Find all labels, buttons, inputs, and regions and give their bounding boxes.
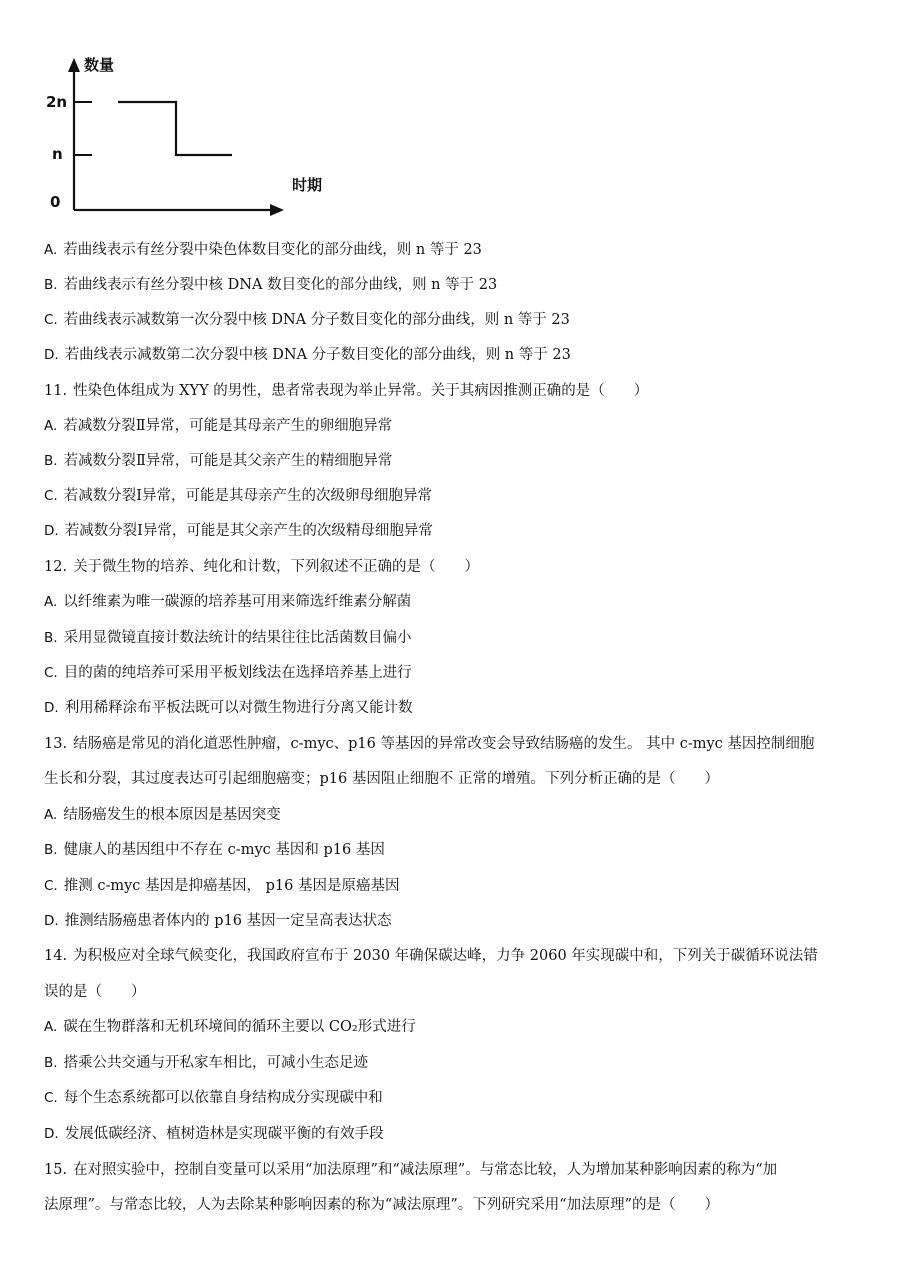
line-text: 搭乘公共交通与开私家车相比，可减小生态足迹 bbox=[63, 1055, 369, 1071]
question-number: 15. bbox=[44, 1162, 68, 1178]
answer-option bbox=[44, 521, 880, 541]
line-text: 结肠癌是常见的消化道恶性肿瘤，c-myc、p16 等基因的异常改变会导致结肠癌的发生。 其中 c-myc 基因控制细胞 bbox=[73, 736, 815, 752]
answer-option bbox=[44, 876, 880, 896]
origin-label: 0 bbox=[50, 193, 61, 211]
answer-option bbox=[44, 805, 880, 825]
line-text: 若减数分裂Ⅱ异常，可能是其父亲产生的精细胞异常 bbox=[63, 453, 393, 469]
x-axis-label: 时期 bbox=[292, 176, 323, 194]
option-letter: D. bbox=[44, 523, 59, 539]
y-axis-arrow bbox=[68, 58, 80, 72]
line-text: 若减数分裂Ⅱ异常，可能是其母亲产生的卵细胞异常 bbox=[63, 418, 393, 434]
line-text: 误的是（ ） bbox=[44, 984, 146, 1000]
question-number: 12. bbox=[44, 559, 68, 575]
line-text: 推测 c-myc 基因是抑癌基因， p16 基因是原癌基因 bbox=[63, 878, 400, 894]
answer-option bbox=[44, 345, 880, 365]
answer-option bbox=[44, 1088, 880, 1108]
question-stem-continued bbox=[44, 769, 880, 789]
y-axis-label: 数量 bbox=[84, 56, 115, 74]
question-number: 14. bbox=[44, 948, 68, 964]
option-letter: C. bbox=[44, 1090, 58, 1106]
line-text: 发展低碳经济、植树造林是实现碳平衡的有效手段 bbox=[64, 1126, 384, 1142]
line-text: 健康人的基因组中不存在 c-myc 基因和 p16 基因 bbox=[63, 842, 385, 858]
option-letter: D. bbox=[44, 1126, 59, 1142]
option-letter: A. bbox=[44, 418, 58, 434]
question-stem-continued bbox=[44, 1195, 880, 1215]
step-graph bbox=[40, 52, 340, 222]
answer-option bbox=[44, 592, 880, 612]
option-letter: A. bbox=[44, 1019, 58, 1035]
option-letter: C. bbox=[44, 878, 58, 894]
answer-option bbox=[44, 911, 880, 931]
option-letter: C. bbox=[44, 488, 58, 504]
option-letter: D. bbox=[44, 913, 59, 929]
line-text: 在对照实验中，控制自变量可以采用“加法原理”和“减法原理”。与常态比较，人为增加某种影响因素的称为“加 bbox=[73, 1162, 778, 1178]
question-stem bbox=[44, 381, 880, 401]
line-text: 若曲线表示有丝分裂中染色体数目变化的部分曲线，则 n 等于 23 bbox=[63, 242, 482, 258]
option-letter: B. bbox=[44, 453, 58, 469]
line-text: 结肠癌发生的根本原因是基因突变 bbox=[63, 807, 281, 823]
question-number: 13. bbox=[44, 736, 68, 752]
option-letter: C. bbox=[44, 665, 58, 681]
answer-option bbox=[44, 451, 880, 471]
option-letter: B. bbox=[44, 630, 58, 646]
option-letter: C. bbox=[44, 312, 58, 328]
question-stem-continued bbox=[44, 982, 880, 1002]
line-text: 若曲线表示有丝分裂中核 DNA 数目变化的部分曲线，则 n 等于 23 bbox=[63, 277, 498, 293]
question-stem bbox=[44, 1160, 880, 1180]
option-letter: A. bbox=[44, 242, 58, 258]
option-letter: A. bbox=[44, 807, 58, 823]
answer-option bbox=[44, 240, 880, 260]
line-text: 目的菌的纯培养可采用平板划线法在选择培养基上进行 bbox=[63, 665, 412, 681]
line-text: 关于微生物的培养、纯化和计数，下列叙述不正确的是（ ） bbox=[73, 559, 480, 575]
line-text: 采用显微镜直接计数法统计的结果往往比活菌数目偏小 bbox=[63, 630, 412, 646]
answer-option bbox=[44, 840, 880, 860]
line-text: 以纤维素为唯一碳源的培养基可用来筛选纤维素分解菌 bbox=[63, 594, 412, 610]
line-text: 若曲线表示减数第一次分裂中核 DNA 分子数目变化的部分曲线，则 n 等于 23 bbox=[63, 312, 570, 328]
line-text: 生长和分裂，其过度表达可引起细胞癌变；p16 基因阻止细胞不 正常的增殖。下列分析正确的是（ ） bbox=[44, 771, 719, 787]
line-text: 碳在生物群落和无机环境间的循环主要以 CO₂形式进行 bbox=[63, 1019, 416, 1035]
line-text: 为积极应对全球气候变化，我国政府宣布于 2030 年确保碳达峰，力争 2060 年实现碳中和，下列关于碳循环说法错 bbox=[73, 948, 818, 964]
question-number: 11. bbox=[44, 383, 68, 399]
line-text: 推测结肠癌患者体内的 p16 基因一定呈高表达状态 bbox=[64, 913, 392, 929]
line-text: 若减数分裂Ⅰ异常，可能是其父亲产生的次级精母细胞异常 bbox=[64, 523, 433, 539]
option-letter: D. bbox=[44, 700, 59, 716]
answer-option bbox=[44, 275, 880, 295]
answer-option bbox=[44, 310, 880, 330]
tick-2n-label: 2n bbox=[46, 93, 68, 111]
answer-option bbox=[44, 486, 880, 506]
question-stem bbox=[44, 734, 880, 754]
line-text: 利用稀释涂布平板法既可以对微生物进行分离又能计数 bbox=[64, 700, 413, 716]
answer-option bbox=[44, 416, 880, 436]
x-axis-arrow bbox=[270, 204, 284, 216]
answer-option bbox=[44, 663, 880, 683]
answer-option bbox=[44, 1053, 880, 1073]
question-stem bbox=[44, 946, 880, 966]
answer-option bbox=[44, 1017, 880, 1037]
answer-option bbox=[44, 1124, 880, 1144]
option-letter: A. bbox=[44, 594, 58, 610]
tick-n-label: n bbox=[52, 145, 63, 163]
option-letter: B. bbox=[44, 1055, 58, 1071]
answer-option bbox=[44, 698, 880, 718]
line-text: 性染色体组成为 XYY 的男性，患者常表现为举止异常。关于其病因推测正确的是（ ） bbox=[73, 383, 649, 399]
option-letter: D. bbox=[44, 347, 59, 363]
answer-option bbox=[44, 628, 880, 648]
graph-svg bbox=[40, 52, 340, 222]
line-text: 法原理”。与常态比较，人为去除某种影响因素的称为“减法原理”。下列研究采用“加法原理”的是（ ） bbox=[44, 1197, 720, 1213]
step-curve bbox=[118, 102, 232, 155]
question-stem bbox=[44, 557, 880, 577]
option-letter: B. bbox=[44, 842, 58, 858]
line-text: 每个生态系统都可以依靠自身结构成分实现碳中和 bbox=[63, 1090, 383, 1106]
option-letter: B. bbox=[44, 277, 58, 293]
line-text: 若曲线表示减数第二次分裂中核 DNA 分子数目变化的部分曲线，则 n 等于 23 bbox=[64, 347, 571, 363]
line-text: 若减数分裂Ⅰ异常，可能是其母亲产生的次级卵母细胞异常 bbox=[63, 488, 432, 504]
